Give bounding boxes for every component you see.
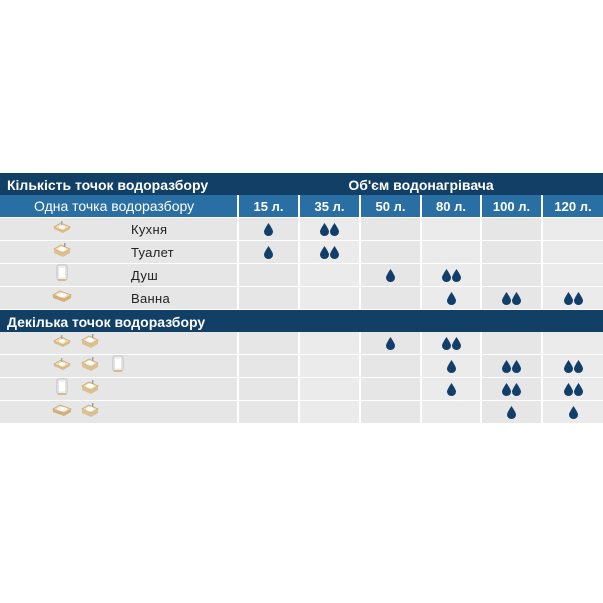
bathtub-icon <box>52 287 72 310</box>
volume-cell <box>300 332 359 355</box>
volume-cell <box>482 287 541 310</box>
table-row <box>0 401 603 424</box>
multi-point-rows <box>0 332 603 424</box>
room-icons <box>52 289 72 308</box>
volume-cell <box>361 218 420 241</box>
volume-cell <box>543 218 603 241</box>
volume-cell <box>422 287 480 310</box>
volume-cell <box>422 241 480 264</box>
single-point-rows <box>0 218 603 310</box>
water-drop-icon <box>502 383 511 396</box>
room-cell <box>0 378 237 401</box>
volume-cell <box>482 264 541 287</box>
volume-cell <box>361 287 420 310</box>
water-drop-icon <box>447 360 456 373</box>
volume-header: 80 л. <box>422 195 480 218</box>
volume-cell <box>543 332 603 355</box>
volume-cell <box>239 287 298 310</box>
water-drop-icon <box>452 269 461 282</box>
table-row <box>0 355 603 378</box>
water-drop-icon <box>442 269 451 282</box>
volume-cell <box>482 355 541 378</box>
volume-cell <box>239 355 298 378</box>
single-point-title: Одна точка водоразбору <box>34 198 195 214</box>
table-header <box>0 173 603 195</box>
volume-cell <box>300 264 359 287</box>
room-label: Ванна <box>131 291 170 306</box>
water-drop-icon <box>502 360 511 373</box>
room-icons <box>52 220 72 239</box>
room-icons <box>52 357 128 376</box>
water-drop-icon <box>452 337 461 350</box>
room-icons <box>52 243 72 262</box>
room-icons <box>52 403 100 422</box>
volume-cell <box>361 378 420 401</box>
room-cell <box>0 264 237 287</box>
water-drop-icon <box>386 337 395 350</box>
shower-icon <box>52 378 72 401</box>
volume-cell <box>300 218 359 241</box>
volume-cell <box>300 241 359 264</box>
volume-cell <box>482 378 541 401</box>
volume-cell <box>239 332 298 355</box>
volume-cell <box>543 287 603 310</box>
volume-cell <box>543 241 603 264</box>
volume-cell <box>361 241 420 264</box>
room-label: Душ <box>131 268 158 283</box>
room-cell <box>0 401 237 424</box>
room-label: Кухня <box>131 222 168 237</box>
volume-cell <box>422 355 480 378</box>
water-drop-icon <box>564 360 573 373</box>
volume-cell <box>482 332 541 355</box>
water-drop-icon <box>502 292 511 305</box>
volume-header: 120 л. <box>543 195 603 218</box>
volume-cell <box>422 332 480 355</box>
volume-cell <box>422 218 480 241</box>
table-row <box>0 287 603 310</box>
volume-cell <box>239 218 298 241</box>
water-drop-icon <box>320 246 329 259</box>
points-title: Кількість точок водоразбору <box>7 177 209 193</box>
water-drop-icon <box>330 223 339 236</box>
volume-cell <box>239 401 298 424</box>
multi-point-title: Декілька точок водоразбору <box>7 314 206 330</box>
section-header-multi <box>0 310 603 332</box>
volume-cell <box>300 378 359 401</box>
volume-cell <box>361 264 420 287</box>
room-cell <box>0 218 237 241</box>
water-heater-table <box>0 173 603 424</box>
room-cell <box>0 241 237 264</box>
water-drop-icon <box>320 223 329 236</box>
water-drop-icon <box>564 292 573 305</box>
room-icons <box>52 334 100 353</box>
water-drop-icon <box>574 383 583 396</box>
volume-cell <box>239 241 298 264</box>
water-drop-icon <box>330 246 339 259</box>
water-drop-icon <box>564 383 573 396</box>
room-cell <box>0 332 237 355</box>
water-drop-icon <box>447 292 456 305</box>
volume-cell <box>361 332 420 355</box>
volume-cell <box>300 287 359 310</box>
water-drop-icon <box>569 406 578 419</box>
water-drop-icon <box>512 360 521 373</box>
volume-cell <box>482 401 541 424</box>
water-drop-icon <box>442 337 451 350</box>
volume-cell <box>422 264 480 287</box>
volume-cell <box>543 378 603 401</box>
washbasin-icon <box>80 378 100 401</box>
volume-cell <box>361 401 420 424</box>
volume-cell <box>361 355 420 378</box>
water-drop-icon <box>264 246 273 259</box>
water-drop-icon <box>447 383 456 396</box>
volume-cell <box>239 264 298 287</box>
table-row <box>0 218 603 241</box>
room-icons <box>52 380 100 399</box>
room-cell <box>0 287 237 310</box>
volume-cell <box>482 218 541 241</box>
shower-icon <box>52 264 72 287</box>
volume-cell <box>422 378 480 401</box>
table-row <box>0 378 603 401</box>
water-drop-icon <box>264 223 273 236</box>
volume-cell <box>543 264 603 287</box>
volume-header: 15 л. <box>239 195 298 218</box>
table-subheader <box>0 195 603 218</box>
water-drop-icon <box>574 292 583 305</box>
volume-cell <box>422 401 480 424</box>
water-drop-icon <box>512 383 521 396</box>
shower-icon <box>108 355 128 378</box>
volume-header: 100 л. <box>482 195 541 218</box>
table-row <box>0 264 603 287</box>
volume-header: 50 л. <box>361 195 420 218</box>
volume-header: 35 л. <box>300 195 359 218</box>
washbasin-icon <box>80 355 100 378</box>
water-drop-icon <box>574 360 583 373</box>
room-cell <box>0 355 237 378</box>
volume-cell <box>239 378 298 401</box>
water-drop-icon <box>512 292 521 305</box>
washbasin-icon <box>80 401 100 424</box>
volume-title: Об'єм водонагрівача <box>348 177 494 193</box>
bathtub-icon <box>52 401 72 424</box>
washbasin-icon <box>52 241 72 264</box>
volume-cell <box>543 401 603 424</box>
volume-cell <box>482 241 541 264</box>
volume-cell <box>543 355 603 378</box>
water-drop-icon <box>507 406 516 419</box>
table-row <box>0 332 603 355</box>
water-drop-icon <box>386 269 395 282</box>
sink-icon <box>52 332 72 355</box>
room-icons <box>52 266 72 285</box>
table-row <box>0 241 603 264</box>
volume-cell <box>300 401 359 424</box>
sink-icon <box>52 218 72 241</box>
volume-cell <box>300 355 359 378</box>
room-label: Туалет <box>131 245 174 260</box>
sink-icon <box>52 355 72 378</box>
washbasin-icon <box>80 332 100 355</box>
